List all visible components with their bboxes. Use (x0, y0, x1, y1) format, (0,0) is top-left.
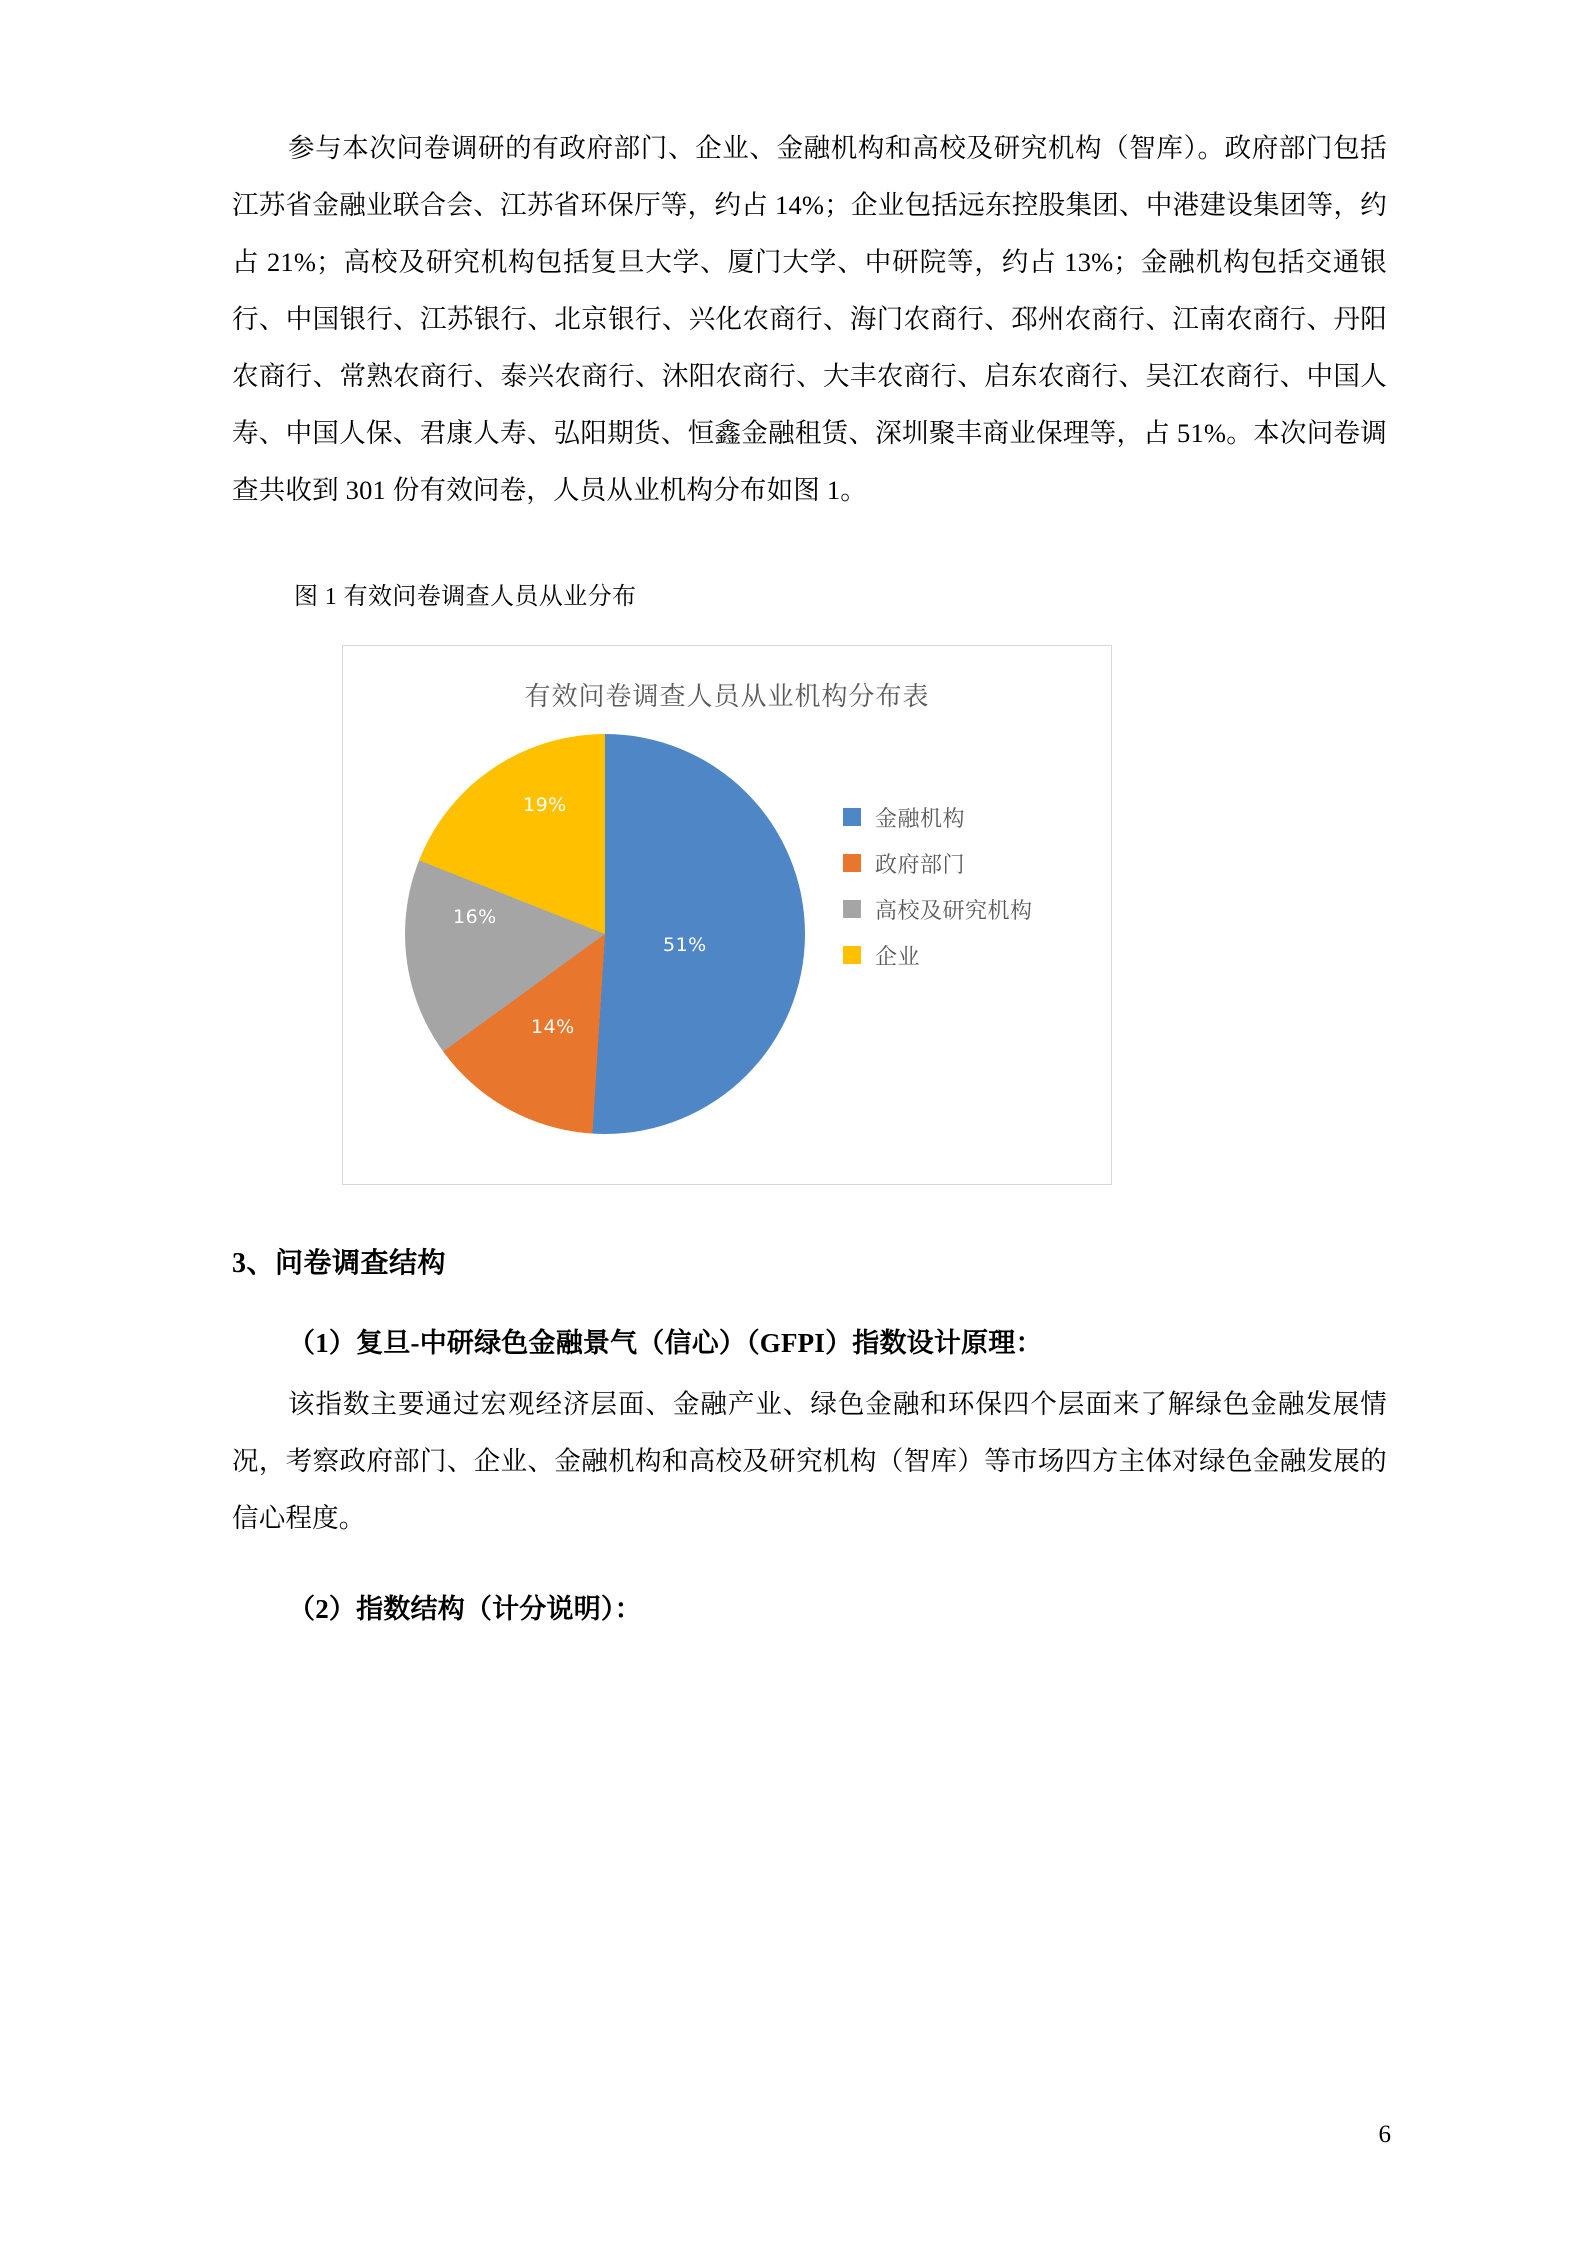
paragraph-survey-participants: 参与本次问卷调研的有政府部门、企业、金融机构和高校及研究机构（智库）。政府部门包括江苏省金融业联合会、江苏省环保厅等，约占 14%；企业包括远东控股集团、中港建设集团等，约占 21%；高校及研究机构包括复旦大学、厦门大学、中研院等，约占 13%；金融机构包括交通银行、中国银行、江苏银行、北京银行、兴化农商行、海门农商行、邳州农商行、江南农商行、丹阳农商行、常熟农商行、泰兴农商行、沐阳农商行、大丰农商行、启东农商行、吴江农商行、中国人寿、中国人保、君康人寿、弘阳期货、恒鑫金融租赁、深圳聚丰商业保理等，占 51%。本次问卷调查共收到 301 份有效问卷，人员从业机构分布如图 1。 (232, 133, 1387, 505)
section-heading-survey-structure: 3、问卷调查结构 (232, 1248, 447, 1279)
legend-label-enterprise: 企业 (875, 944, 921, 970)
legend-label-academic: 高校及研究机构 (875, 898, 1033, 924)
pie-graphic (405, 734, 805, 1134)
legend-swatch-academic-icon (843, 900, 861, 918)
pie-chart-area (405, 734, 805, 1134)
sub-heading-index-structure: （2）指数结构（计分说明）： (288, 1594, 642, 1624)
legend-label-financial: 金融机构 (875, 806, 966, 832)
legend-swatch-enterprise-icon (843, 946, 861, 964)
pie-slice-label-financial: 51% (663, 934, 707, 956)
chart-title: 有效问卷调查人员从业机构分布表 (524, 682, 930, 712)
sub-heading-gfpi-principle: （1）复旦-中研绿色金融景气（信心）（GFPI）指数设计原理： (288, 1328, 1043, 1358)
legend-swatch-financial-icon (843, 808, 861, 826)
legend-item-enterprise (843, 932, 1093, 978)
paragraph-gfpi-description: 该指数主要通过宏观经济层面、金融产业、绿色金融和环保四个层面来了解绿色金融发展情况，考察政府部门、企业、金融机构和高校及研究机构（智库）等市场四方主体对绿色金融发展的信心程度。 (232, 1389, 1387, 1533)
legend-item-government (843, 840, 1093, 886)
pie-chart-figure (342, 645, 1112, 1185)
legend-label-government: 政府部门 (875, 852, 966, 878)
legend-item-financial (843, 794, 1093, 840)
figure-caption: 图 1 有效问卷调查人员从业分布 (294, 584, 637, 610)
chart-legend (843, 794, 1093, 978)
pie-slice-label-government: 14% (531, 1016, 575, 1038)
spacer (232, 1360, 1387, 1376)
pie-slice-label-academic: 16% (453, 906, 497, 928)
pie-slice-label-enterprise: 19% (523, 794, 567, 816)
legend-item-academic (843, 886, 1093, 932)
page-number: 6 (1378, 2121, 1391, 2148)
legend-swatch-government-icon (843, 854, 861, 872)
